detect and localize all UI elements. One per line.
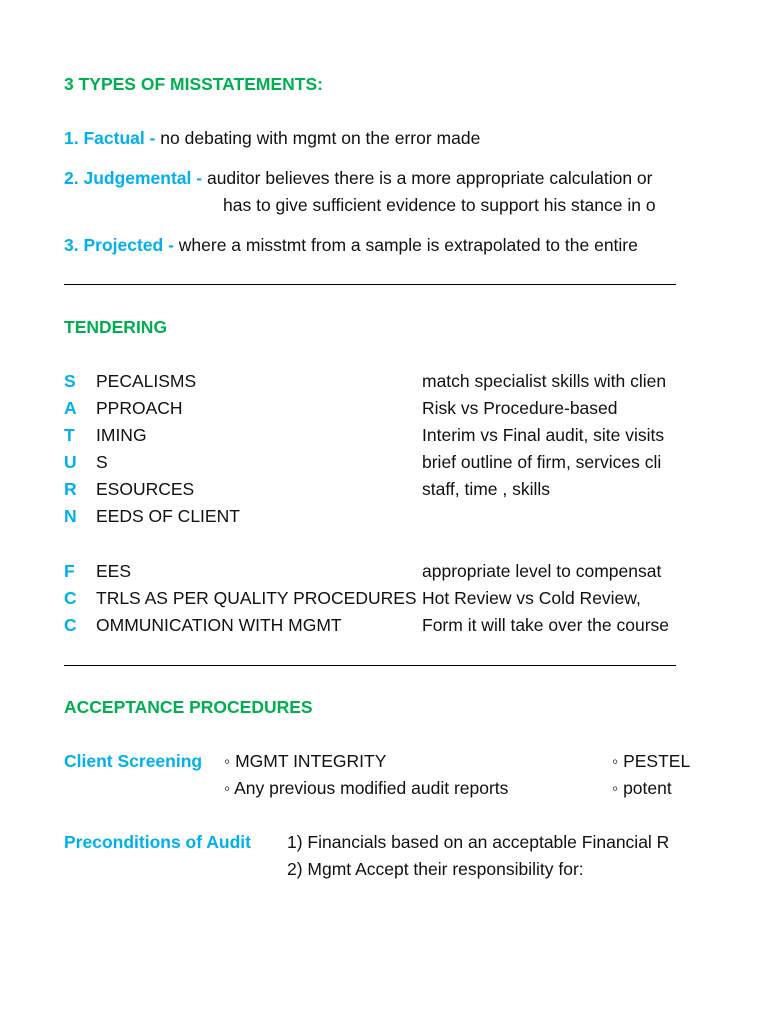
tendering-heading: TENDERING <box>64 317 168 337</box>
misstatement-label: 1. Factual - <box>64 128 156 148</box>
acronym-description: brief outline of firm, services cli <box>422 452 662 472</box>
acronym-description: Risk vs Procedure-based <box>422 398 618 418</box>
misstatement-text: no debating with mgmt on the error made <box>160 128 481 148</box>
acronym-letter: S <box>64 371 76 391</box>
misstatement-projected <box>64 234 638 256</box>
misstatement-label: 2. Judgemental - <box>64 168 203 188</box>
client-screening-item: ◦ potent <box>612 778 672 798</box>
acronym-word: OMMUNICATION WITH MGMT <box>96 615 342 635</box>
acronym-description: match specialist skills with clien <box>422 371 667 391</box>
acronym-letter: C <box>64 588 77 608</box>
acronym-description: staff, time , skills <box>422 479 551 499</box>
acronym-word: TRLS AS PER QUALITY PROCEDURES <box>96 588 417 608</box>
preconditions-label: Preconditions of Audit <box>64 832 251 852</box>
client-screening-item: ◦ PESTEL <box>612 751 691 771</box>
acronym-word: ESOURCES <box>96 479 195 499</box>
misstatement-judgemental-continuation: has to give sufficient evidence to support his stance in o <box>223 195 656 215</box>
client-screening-label: Client Screening <box>64 751 203 771</box>
acronym-word: EEDS OF CLIENT <box>96 506 240 526</box>
acronym-letter: F <box>64 561 75 581</box>
acronym-letter: C <box>64 615 77 635</box>
acronym-description: Hot Review vs Cold Review, <box>422 588 641 608</box>
client-screening-item: ◦ MGMT INTEGRITY <box>224 751 387 771</box>
acronym-description: appropriate level to compensat <box>422 561 662 581</box>
misstatement-factual <box>64 127 480 149</box>
acronym-description: Interim vs Final audit, site visits <box>422 425 665 445</box>
section-divider <box>64 284 676 285</box>
client-screening-item: ◦ Any previous modified audit reports <box>224 778 509 798</box>
misstatement-label: 3. Projected - <box>64 235 174 255</box>
acronym-word: PECALISMS <box>96 371 197 391</box>
acronym-letter: U <box>64 452 77 472</box>
section-divider <box>64 665 676 666</box>
acronym-letter: A <box>64 398 77 418</box>
precondition-item: 1) Financials based on an acceptable Financial R <box>287 832 670 852</box>
precondition-item: 2) Mgmt Accept their responsibility for: <box>287 859 584 879</box>
misstatement-text: auditor believes there is a more appropriate calculation or <box>206 168 653 188</box>
misstatement-text: where a misstmt from a sample is extrapolated to the entire <box>178 235 638 255</box>
acronym-word: PPROACH <box>96 398 183 418</box>
acronym-description: Form it will take over the course <box>422 615 670 635</box>
acceptance-heading: ACCEPTANCE PROCEDURES <box>64 697 313 717</box>
acronym-word: IMING <box>96 425 147 445</box>
acronym-letter: T <box>64 425 75 445</box>
misstatement-judgemental <box>64 167 653 189</box>
acronym-letter: R <box>64 479 77 499</box>
misstatements-heading: 3 TYPES OF MISSTATEMENTS: <box>64 74 323 94</box>
acronym-letter: N <box>64 506 77 526</box>
acronym-word: S <box>96 452 108 472</box>
acronym-word: EES <box>96 561 132 581</box>
